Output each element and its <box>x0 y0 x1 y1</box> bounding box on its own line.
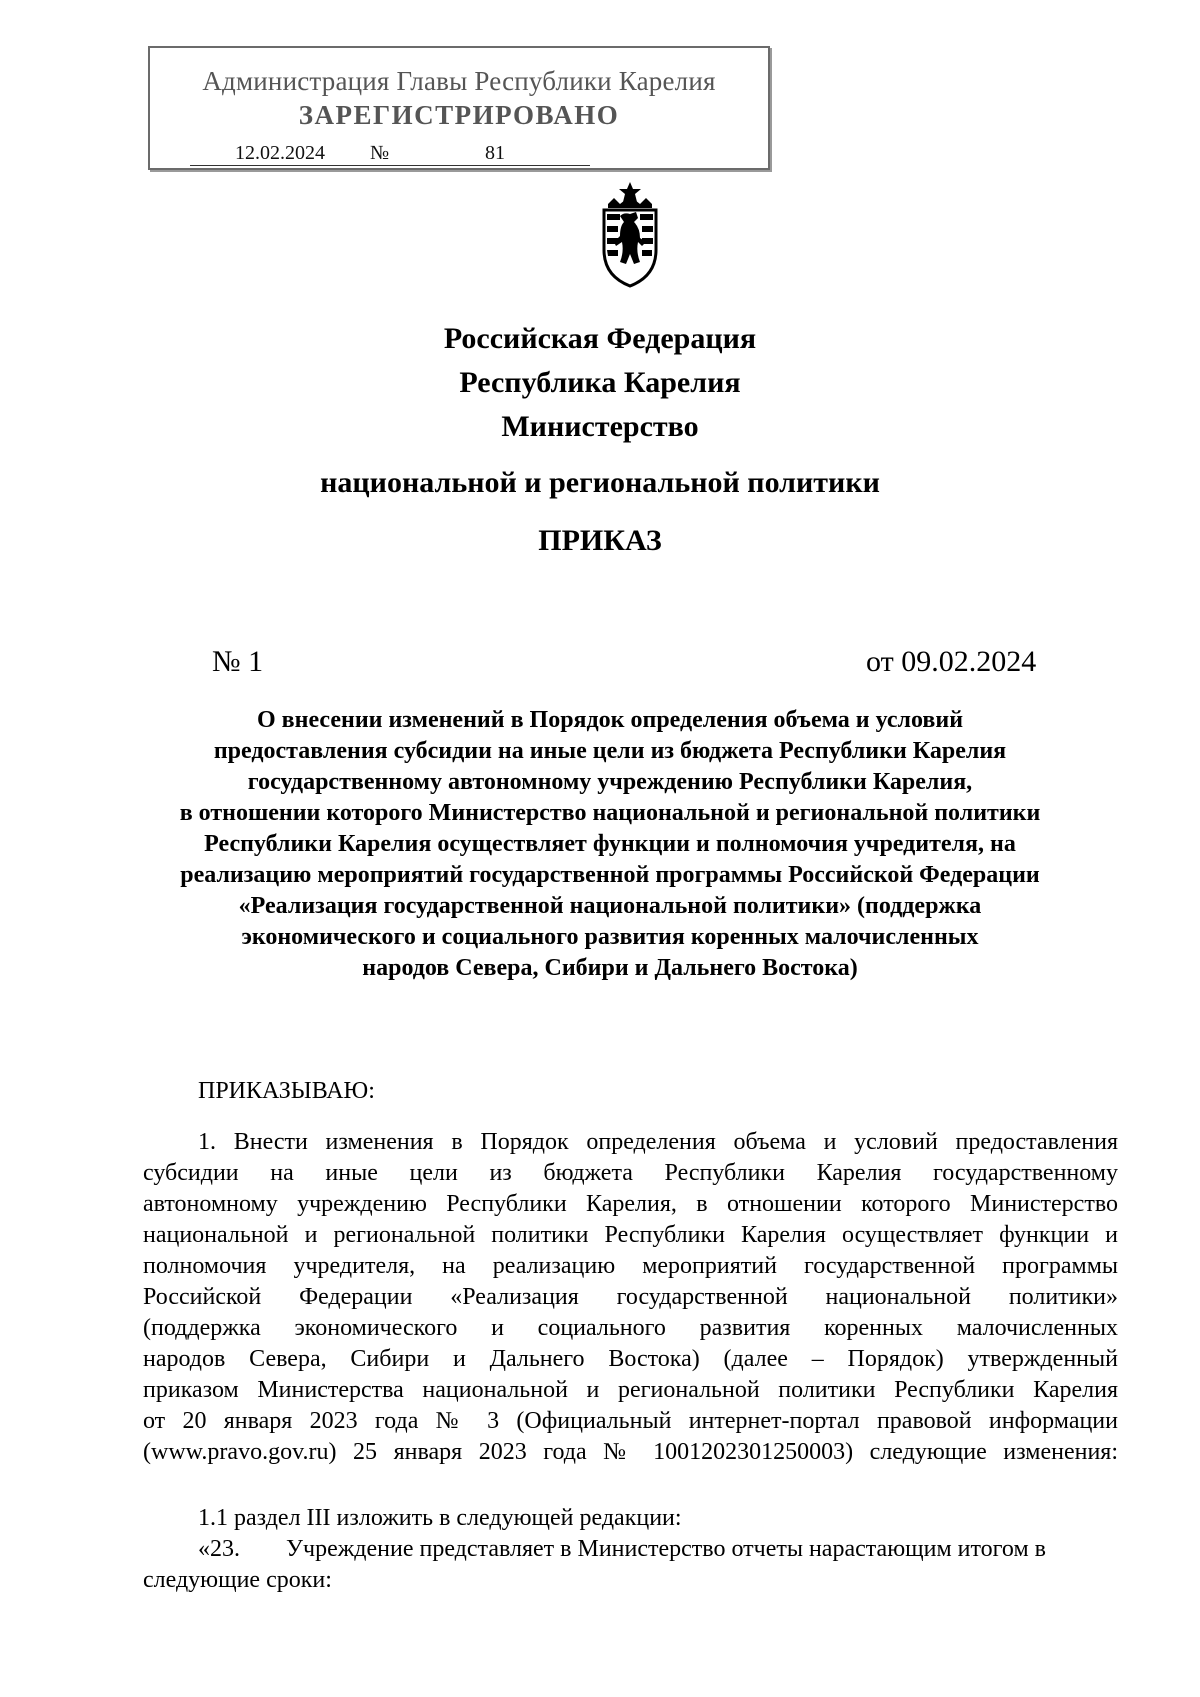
doc-type: ПРИКАЗ <box>538 524 662 557</box>
stamp-number-label: № <box>370 142 400 166</box>
paragraph-line: (поддержка экономического и социального развития коренных малочисленных <box>143 1315 1118 1341</box>
paragraph-line <box>143 1534 1118 1565</box>
title-line: О внесении изменений в Порядок определения объема и условий <box>256 707 964 733</box>
title-line: государственному автономному учреждению Республики Карелия, <box>247 769 973 795</box>
stamp-registered: ЗАРЕГИСТРИРОВАНО <box>298 100 620 130</box>
stamp-date: 12.02.2024 <box>190 142 370 166</box>
clause-marker: «23. <box>198 1536 240 1562</box>
header-ministry: Министерство <box>501 410 699 443</box>
title-line: Республики Карелия осуществляет функции и полномочия учредителя, на <box>204 831 1016 857</box>
title-line: народов Севера, Сибири и Дальнего Востока) <box>362 955 858 981</box>
title-line: экономического и социального развития коренных малочисленных <box>241 924 979 950</box>
title-line: «Реализация государственной национальной политики» (поддержка <box>238 893 982 919</box>
paragraph-line: 1. Внести изменения в Порядок определения объема и условий предоставления <box>198 1129 1118 1155</box>
paragraph-line: (www.pravo.gov.ru) 25 января 2023 года № 1001202301250003) следующие изменения: <box>143 1439 1118 1465</box>
paragraph-line: автономному учреждению Республики Карелия, в отношении которого Министерство <box>143 1191 1118 1217</box>
stamp-authority: Администрация Главы Республики Карелия <box>202 66 716 96</box>
karelia-coat-of-arms-icon <box>590 180 670 288</box>
paragraph-1 <box>143 1127 1118 1468</box>
document-title <box>145 705 1075 984</box>
paragraph-line: 1.1 раздел III изложить в следующей редакции: <box>198 1505 682 1531</box>
paragraph-line: Российской Федерации «Реализация государственной национальной политики» <box>143 1284 1118 1310</box>
order-date: от 09.02.2024 <box>866 645 1037 678</box>
registration-stamp <box>148 46 770 170</box>
paragraph-line: национальной и региональной политики Республики Карелия осуществляет функции и <box>143 1222 1118 1248</box>
prikazyvayu-heading: ПРИКАЗЫВАЮ: <box>198 1078 375 1104</box>
paragraph-3 <box>143 1534 1118 1596</box>
paragraph-2 <box>143 1503 1118 1534</box>
header-republic: Республика Карелия <box>459 366 741 399</box>
title-line: реализацию мероприятий государственной программы Российской Федерации <box>180 862 1040 888</box>
paragraph-line: субсидии на иные цели из бюджета Республики Карелия государственному <box>143 1160 1118 1186</box>
header-ministry-name: национальной и региональной политики <box>320 466 880 499</box>
paragraph-line: от 20 января 2023 года № 3 (Официальный интернет-портал правовой информации <box>143 1408 1118 1434</box>
paragraph-line: следующие сроки: <box>143 1567 332 1593</box>
stamp-registration-row <box>190 142 590 166</box>
clause-text: Учреждение представляет в Министерство отчеты нарастающим итогом в <box>286 1536 1046 1562</box>
paragraph-line: приказом Министерства национальной и региональной политики Республики Карелия <box>143 1377 1118 1403</box>
paragraph-line: полномочия учредителя, на реализацию мероприятий государственной программы <box>143 1253 1118 1279</box>
order-number: № 1 <box>212 645 264 678</box>
header-country: Российская Федерация <box>443 322 757 355</box>
stamp-number: 81 <box>400 142 590 166</box>
title-line: предоставления субсидии на иные цели из бюджета Республики Карелия <box>213 738 1007 764</box>
title-line: в отношении которого Министерство национальной и региональной политики <box>179 800 1041 826</box>
paragraph-line: народов Севера, Сибири и Дальнего Востока) (далее – Порядок) утвержденный <box>143 1346 1118 1372</box>
